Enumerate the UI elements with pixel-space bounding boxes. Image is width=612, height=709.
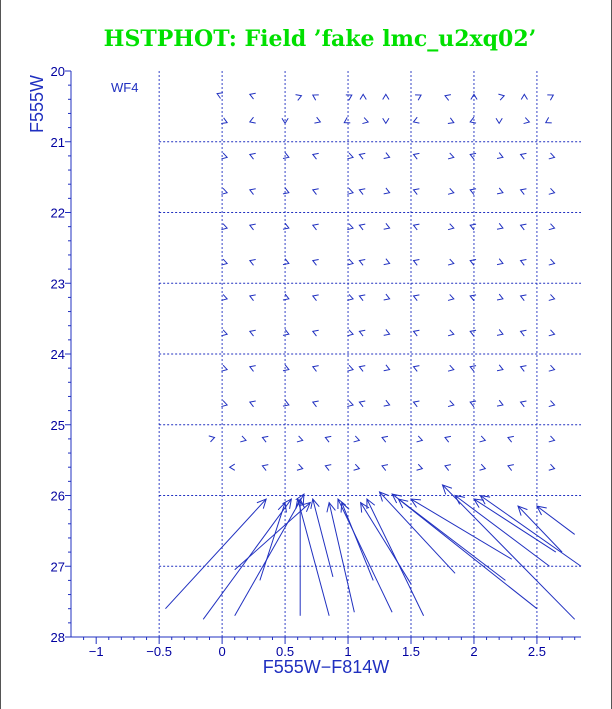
x-tick-label: −0.5 bbox=[146, 644, 172, 659]
x-tick-label: 2.5 bbox=[527, 644, 546, 659]
x-tick-label: 0.5 bbox=[276, 644, 295, 659]
y-tick-label: 25 bbox=[50, 417, 65, 433]
y-tick-label: 26 bbox=[50, 488, 65, 504]
x-axis-label: F555W−F814W bbox=[262, 657, 390, 677]
x-tick-label: 0 bbox=[218, 644, 226, 659]
x-tick-label: 1 bbox=[344, 644, 352, 659]
y-tick-label: 28 bbox=[50, 630, 65, 645]
y-tick-label: 20 bbox=[50, 64, 65, 79]
y-tick-label: 22 bbox=[50, 205, 65, 221]
x-tick-label: −1 bbox=[88, 644, 104, 659]
panel-label: WF4 bbox=[111, 80, 139, 95]
x-tick-label: 2 bbox=[470, 644, 478, 659]
y-axis-label: F555W bbox=[27, 74, 47, 134]
x-tick-label: 1.5 bbox=[401, 644, 421, 659]
y-tick-label: 24 bbox=[50, 347, 65, 362]
y-tick-label: 27 bbox=[50, 559, 65, 575]
y-tick-label: 21 bbox=[50, 134, 65, 150]
chart-title: HSTPHOT: Field ’fake lmc_u2xq02’ bbox=[103, 26, 537, 52]
y-tick-label: 23 bbox=[50, 276, 65, 292]
